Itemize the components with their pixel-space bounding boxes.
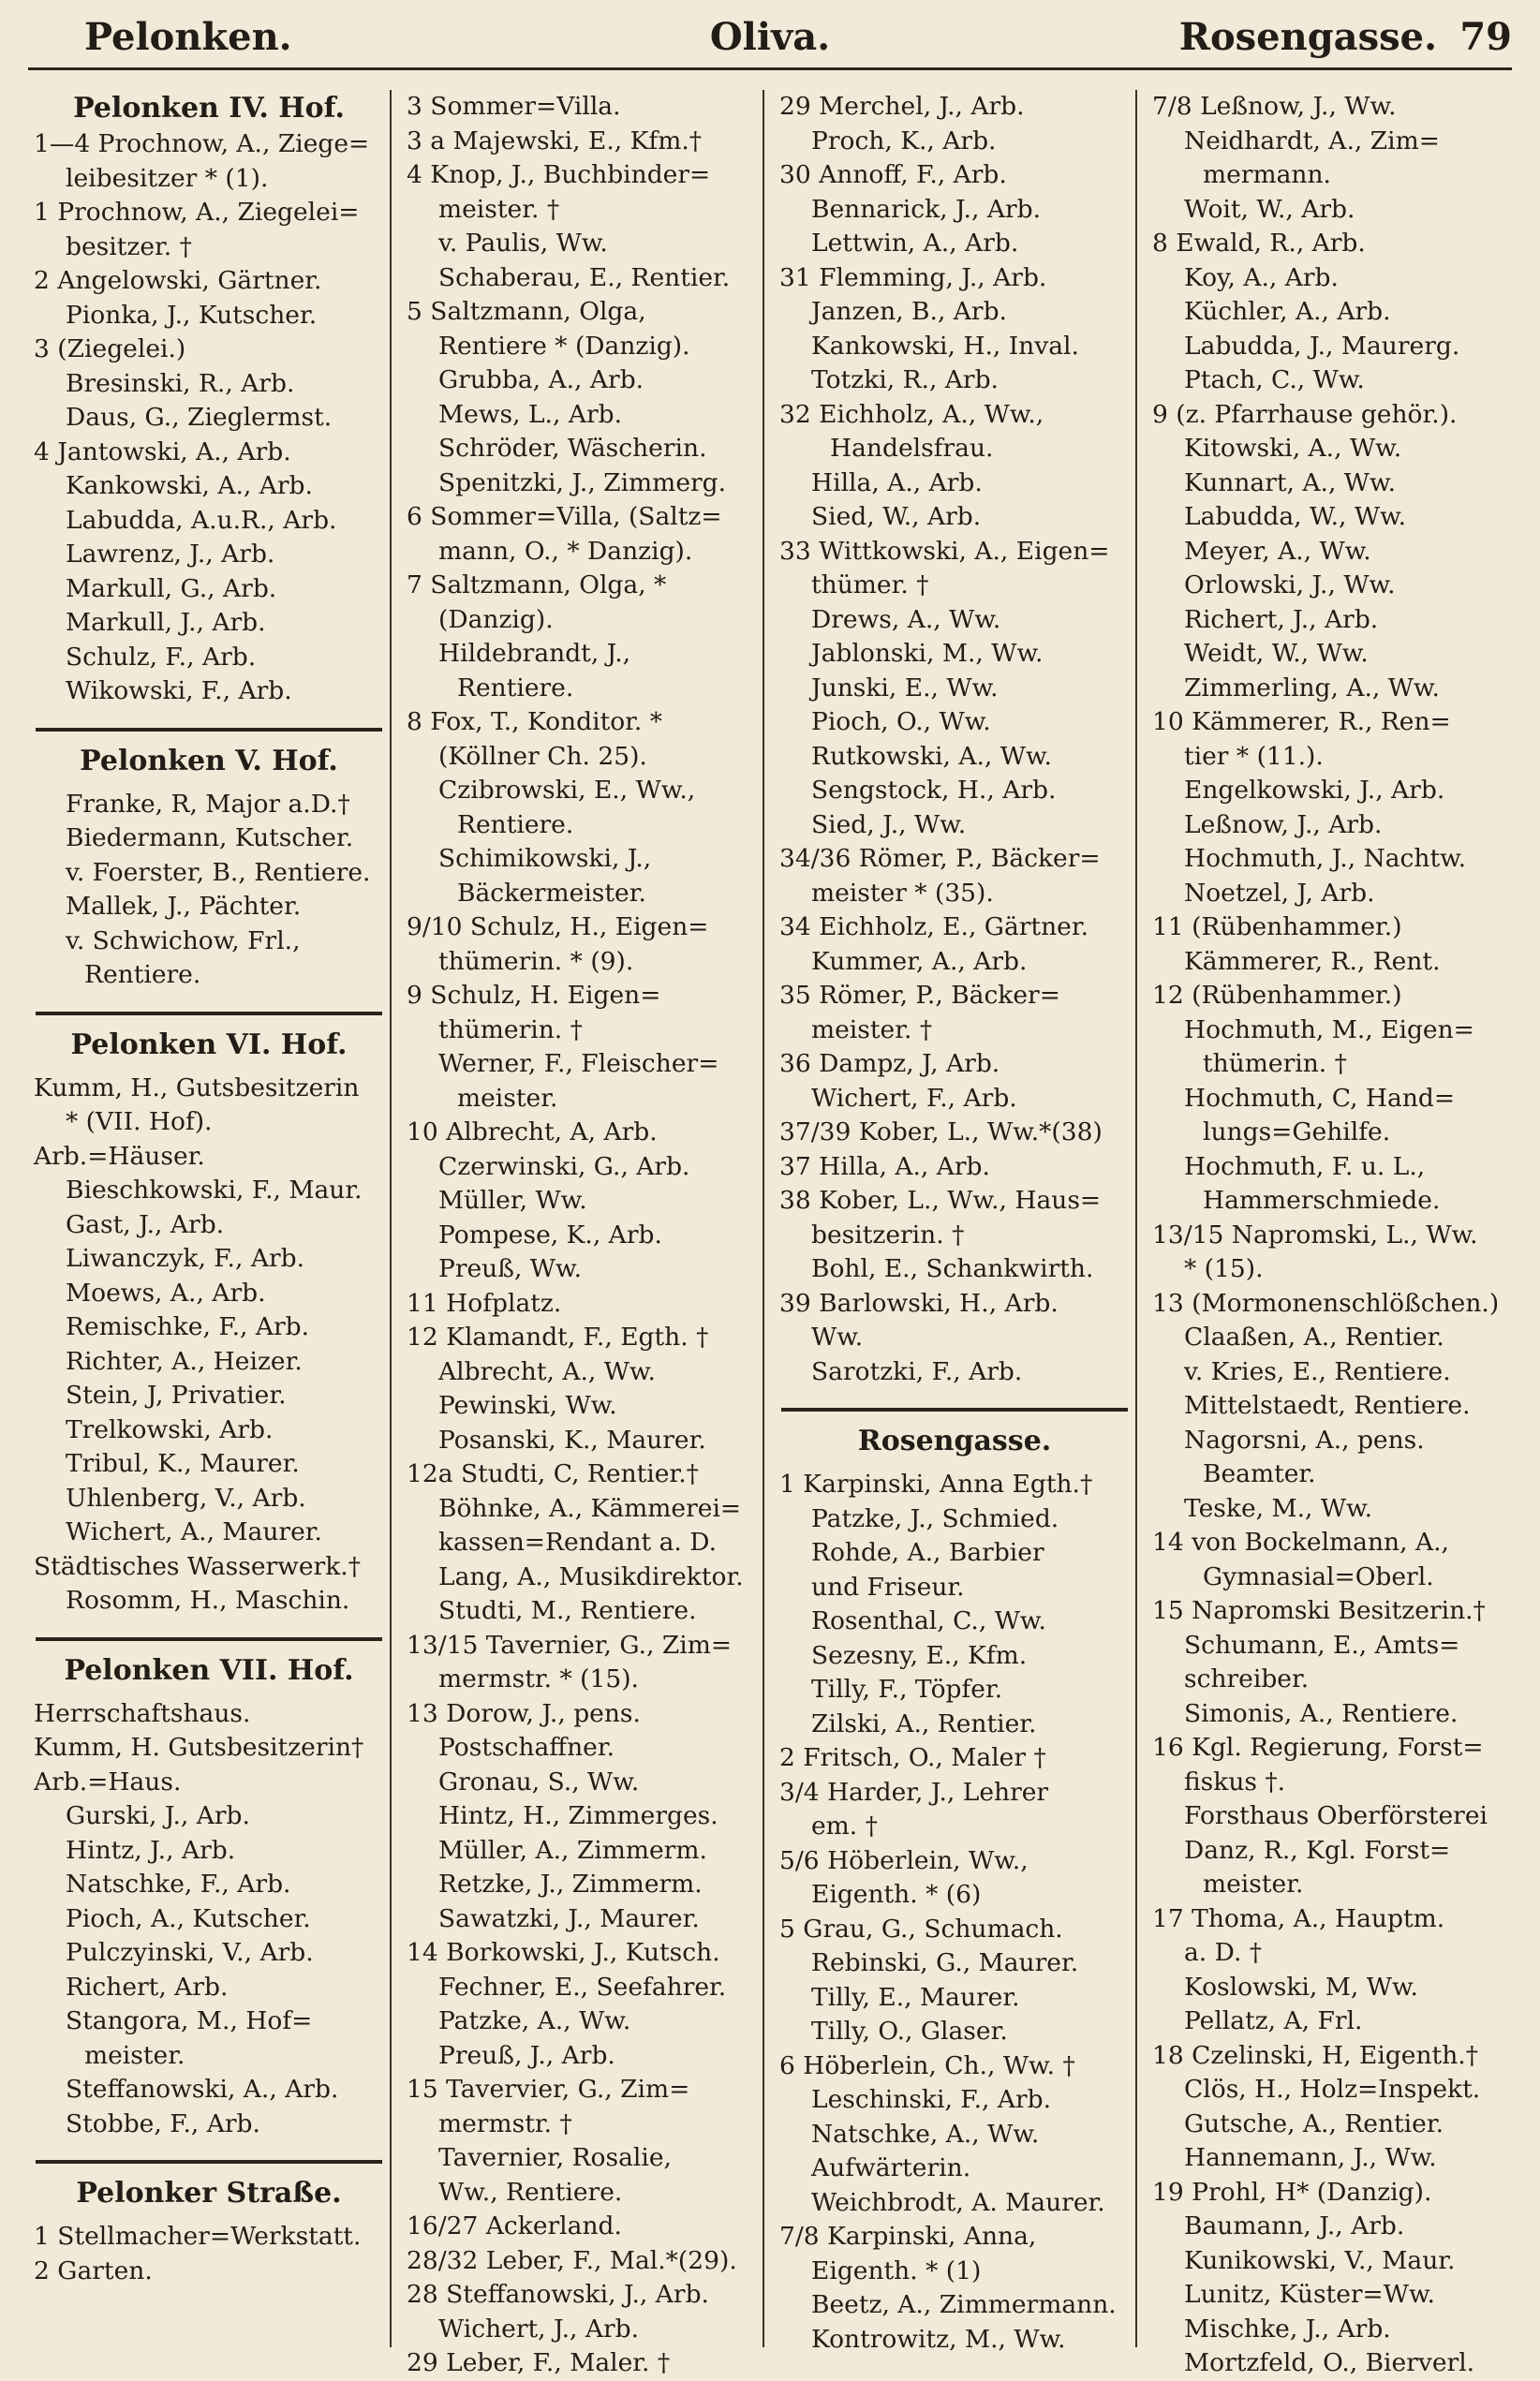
resident-entry: Gronau, S., Ww.: [438, 1767, 640, 1797]
resident-entry: Remischke, F., Arb.: [66, 1312, 310, 1341]
address-entry: 1 Stellmacher=Werkstatt.: [34, 2222, 362, 2251]
resident-entry: Steffanowski, A., Arb.: [66, 2075, 339, 2104]
resident-entry: Eigenth. * (1): [811, 2255, 982, 2285]
address-entry: 19 Prohl, H* (Danzig).: [1152, 2177, 1432, 2207]
section-heading: Pelonker Straße.: [76, 2177, 342, 2210]
address-entry: 13 Dorow, J., pens.: [407, 1698, 641, 1728]
resident-entry: Markull, J., Arb.: [66, 608, 266, 637]
resident-entry: Bresinski, R., Arb.: [66, 368, 295, 398]
resident-entry: Sied, W., Arb.: [811, 502, 982, 531]
column-3: [774, 90, 1137, 2354]
resident-entry: (Danzig).: [438, 604, 554, 634]
address-entry: Arb.=Haus.: [34, 1767, 182, 1797]
resident-entry: meister * (35).: [811, 878, 994, 908]
address-entry: 29 Merchel, J., Arb.: [779, 92, 1025, 121]
resident-entry: Pewinski, Ww.: [438, 1391, 617, 1420]
section-divider: [781, 1398, 1128, 1412]
resident-entry: Simonis, A., Rentiere.: [1184, 1698, 1459, 1728]
resident-entry: Stein, J, Privatier.: [66, 1381, 287, 1410]
address-entry: 5 Saltzmann, Olga,: [407, 297, 646, 326]
section-heading: Pelonken VII. Hof.: [64, 1653, 354, 1687]
resident-entry: Schumann, E., Amts=: [1184, 1630, 1460, 1660]
address-entry: 10 Albrecht, A, Arb.: [407, 1117, 658, 1146]
resident-entry: leibesitzer * (1).: [66, 163, 269, 193]
resident-entry: thümer. †: [811, 570, 929, 599]
resident-entry: Forsthaus Oberförsterei: [1184, 1801, 1488, 1830]
resident-entry: Pioch, A., Kutscher.: [66, 1903, 311, 1933]
resident-entry: Mortzfeld, O., Bierverl.: [1184, 2348, 1475, 2377]
address-entry: 4 Knop, J., Buchbinder=: [407, 160, 711, 189]
resident-entry: Jablonski, M., Ww.: [811, 639, 1044, 668]
resident-entry: Hochmuth, C, Hand=: [1184, 1083, 1456, 1113]
resident-entry: Stangora, M., Hof=: [66, 2006, 313, 2035]
resident-entry: Neidhardt, A., Zim=: [1184, 126, 1440, 155]
address-entry: 3 (Ziegelei.): [34, 334, 186, 363]
section-divider: [36, 1628, 382, 1641]
resident-entry: Tilly, E., Maurer.: [811, 1982, 1020, 2012]
resident-entry: Tilly, O., Glaser.: [811, 2017, 1008, 2046]
resident-entry: Hochmuth, J., Nachtw.: [1184, 844, 1467, 873]
resident-entry: Hannemann, J., Ww.: [1184, 2143, 1437, 2172]
address-entry: 3 Sommer=Villa.: [407, 92, 621, 121]
resident-entry: Lang, A., Musikdirektor.: [438, 1561, 744, 1591]
resident-entry: Sengstock, H., Arb.: [811, 776, 1057, 805]
address-entry: 16/27 Ackerland.: [407, 2211, 622, 2241]
section-divider: [36, 2151, 382, 2164]
address-entry: Kumm, H., Gutsbesitzerin: [34, 1072, 360, 1102]
address-entry: 15 Tavervier, G., Zim=: [407, 2075, 690, 2104]
address-entry: 16 Kgl. Regierung, Forst=: [1152, 1733, 1484, 1762]
resident-entry: Hintz, H., Zimmerges.: [438, 1801, 718, 1830]
address-entry: 37/39 Kober, L., Ww.*(38): [779, 1117, 1103, 1146]
resident-entry: Aufwärterin.: [811, 2153, 971, 2182]
address-entry: 11 (Rübenhammer.): [1152, 912, 1402, 941]
resident-entry: Kunnart, A., Ww.: [1184, 467, 1396, 497]
resident-entry: * (15).: [1184, 1254, 1264, 1283]
resident-entry: Hilla, A., Arb.: [811, 467, 983, 497]
address-entry: 38 Kober, L., Ww., Haus=: [779, 1186, 1102, 1215]
resident-entry: Gast, J., Arb.: [66, 1209, 225, 1239]
resident-entry: schreiber.: [1184, 1664, 1310, 1693]
column-4: [1147, 90, 1521, 2377]
resident-entry: Wichert, J., Arb.: [438, 2314, 640, 2344]
resident-entry: mermann.: [1203, 160, 1331, 189]
address-entry: 6 Sommer=Villa, (Saltz=: [407, 502, 722, 531]
resident-entry: Ww.: [811, 1323, 864, 1352]
column-2: [401, 90, 764, 2377]
resident-entry: lungs=Gehilfe.: [1203, 1117, 1391, 1146]
header-left-title: Pelonken.: [84, 15, 292, 59]
resident-entry: Daus, G., Zieglermst.: [66, 403, 333, 432]
resident-entry: Rohde, A., Barbier: [811, 1538, 1044, 1567]
resident-entry: fiskus †.: [1184, 1767, 1286, 1797]
resident-entry: Tilly, F., Töpfer.: [811, 1675, 1003, 1704]
resident-entry: Rentiere.: [457, 673, 574, 702]
resident-entry: Preuß, Ww.: [438, 1254, 582, 1283]
resident-entry: Gutsche, A., Rentier.: [1184, 2108, 1444, 2138]
address-entry: 12 (Rübenhammer.): [1152, 981, 1402, 1010]
resident-entry: Rosomm, H., Maschin.: [66, 1586, 350, 1615]
resident-entry: Orlowski, J., Ww.: [1184, 570, 1396, 599]
resident-entry: Sied, J., Ww.: [811, 809, 967, 839]
resident-entry: Moews, A., Arb.: [66, 1278, 266, 1308]
address-entry: 9/10 Schulz, H., Eigen=: [407, 912, 709, 941]
section-divider: [36, 1002, 382, 1015]
resident-entry: Eigenth. * (6): [811, 1880, 982, 1909]
address-entry: Städtisches Wasserwerk.†: [34, 1551, 361, 1581]
address-entry: 31 Flemming, J., Arb.: [779, 262, 1047, 292]
address-entry: 28/32 Leber, F., Mal.*(29).: [407, 2245, 737, 2275]
resident-entry: Czibrowski, E., Ww.,: [438, 776, 696, 805]
address-entry: 30 Annoff, F., Arb.: [779, 160, 1007, 189]
resident-entry: mermstr. †: [438, 2108, 572, 2138]
address-entry: 15 Napromski Besitzerin.†: [1152, 1596, 1486, 1625]
resident-entry: thümerin. †: [438, 1014, 583, 1044]
resident-entry: Hochmuth, M., Eigen=: [1184, 1014, 1474, 1044]
resident-entry: Tavernier, Rosalie,: [438, 2143, 672, 2172]
resident-entry: Franke, R, Major a.D.†: [66, 789, 350, 819]
resident-entry: Meyer, A., Ww.: [1184, 536, 1371, 566]
resident-entry: Claaßen, A., Rentier.: [1184, 1323, 1444, 1352]
address-entry: 2 Fritsch, O., Maler †: [779, 1743, 1046, 1772]
address-entry: 8 Fox, T., Konditor. *: [407, 707, 663, 736]
resident-entry: Pioch, O., Ww.: [811, 707, 991, 736]
address-entry: 9 Schulz, H. Eigen=: [407, 981, 661, 1010]
resident-entry: Bäckermeister.: [457, 878, 646, 908]
resident-entry: Natschke, A., Ww.: [811, 2119, 1040, 2149]
resident-entry: Mews, L., Arb.: [438, 399, 623, 429]
resident-entry: Uhlenberg, V., Arb.: [66, 1483, 306, 1513]
resident-entry: Labudda, A.u.R., Arb.: [66, 505, 337, 535]
resident-entry: Baumann, J., Arb.: [1184, 2211, 1405, 2241]
page-number: 79: [1459, 15, 1512, 59]
resident-entry: em. †: [811, 1812, 878, 1841]
resident-entry: besitzer. †: [66, 231, 192, 261]
resident-entry: Schimikowski, J.,: [438, 844, 652, 873]
resident-entry: Gurski, J., Arb.: [66, 1801, 250, 1830]
resident-entry: Beamter.: [1203, 1459, 1316, 1488]
resident-entry: Gymnasial=Oberl.: [1203, 1561, 1434, 1591]
resident-entry: Trelkowski, Arb.: [66, 1414, 274, 1444]
resident-entry: Wikowski, F., Arb.: [66, 676, 292, 705]
resident-entry: Spenitzki, J., Zimmerg.: [438, 467, 727, 497]
resident-entry: Weidt, W., Ww.: [1184, 639, 1369, 668]
resident-entry: v. Paulis, Ww.: [438, 229, 608, 258]
address-entry: 37 Hilla, A., Arb.: [779, 1151, 990, 1181]
resident-entry: Böhnke, A., Kämmerei=: [438, 1493, 742, 1523]
resident-entry: Labudda, J., Maurerg.: [1184, 331, 1460, 361]
address-entry: 2 Garten.: [34, 2255, 153, 2285]
address-entry: 29 Leber, F., Maler. †: [407, 2348, 671, 2377]
resident-entry: Kankowski, A., Arb.: [66, 471, 313, 500]
header-right-title: Rosengasse.: [1178, 15, 1437, 59]
resident-entry: Kunikowski, V., Maur.: [1184, 2245, 1456, 2275]
resident-entry: thümerin. †: [1203, 1049, 1347, 1078]
address-entry: 10 Kämmerer, R., Ren=: [1152, 707, 1451, 736]
address-entry: 5/6 Höberlein, Ww.,: [779, 1845, 1029, 1875]
address-entry: 8 Ewald, R., Arb.: [1152, 229, 1366, 258]
address-entry: 13/15 Tavernier, G., Zim=: [407, 1630, 733, 1660]
resident-entry: Patzke, A., Ww.: [438, 2006, 631, 2035]
resident-entry: Pellatz, A, Frl.: [1184, 2006, 1363, 2035]
resident-entry: Clös, H., Holz=Inspekt.: [1184, 2075, 1481, 2104]
header-center-title: Oliva.: [709, 15, 831, 59]
resident-entry: Koslowski, M, Ww.: [1184, 1972, 1418, 2002]
resident-entry: besitzerin. †: [811, 1220, 965, 1250]
address-entry: Kumm, H. Gutsbesitzerin†: [34, 1733, 364, 1762]
resident-entry: Beetz, A., Zimmermann.: [811, 2290, 1117, 2319]
resident-entry: Sarotzki, F., Arb.: [811, 1356, 1023, 1386]
resident-entry: Lettwin, A., Arb.: [811, 229, 1019, 258]
resident-entry: Leßnow, J., Arb.: [1184, 809, 1383, 839]
section-heading: Rosengasse.: [857, 1425, 1052, 1457]
address-entry: 1 Prochnow, A., Ziegelei=: [34, 198, 360, 227]
resident-entry: meister.: [1203, 1870, 1304, 1899]
resident-entry: thümerin. * (9).: [438, 946, 634, 976]
resident-entry: kassen=Rendant a. D.: [438, 1528, 717, 1557]
resident-entry: Pompese, K., Arb.: [438, 1220, 662, 1250]
address-entry: 2 Angelowski, Gärtner.: [34, 266, 322, 295]
address-entry: 3/4 Harder, J., Lehrer: [779, 1777, 1049, 1807]
resident-entry: Kitowski, A., Ww.: [1184, 434, 1402, 463]
resident-entry: mermstr. * (15).: [438, 1664, 639, 1693]
address-entry: 14 von Bockelmann, A.,: [1152, 1528, 1449, 1557]
resident-entry: Janzen, B., Arb.: [811, 297, 1007, 326]
resident-entry: Retzke, J., Zimmerm.: [438, 1870, 703, 1899]
resident-entry: Handelsfrau.: [830, 434, 994, 463]
address-entry: 13 (Mormonenschlößchen.): [1152, 1288, 1500, 1318]
resident-entry: Schaberau, E., Rentier.: [438, 262, 731, 292]
resident-entry: Tribul, K., Maurer.: [66, 1449, 300, 1478]
resident-entry: Zimmerling, A., Ww.: [1184, 673, 1440, 702]
address-entry: 1—4 Prochnow, A., Ziege=: [34, 129, 370, 158]
resident-entry: Rebinski, G., Maurer.: [811, 1948, 1079, 1977]
resident-entry: Hildebrandt, J.,: [438, 639, 631, 668]
resident-entry: Wichert, F., Arb.: [811, 1083, 1017, 1113]
section-divider: [36, 718, 382, 732]
resident-entry: Bieschkowski, F., Maur.: [66, 1176, 363, 1205]
address-entry: 12 Klamandt, F., Egth. †: [407, 1323, 709, 1352]
resident-entry: Bennarick, J., Arb.: [811, 194, 1042, 224]
resident-entry: und Friseur.: [811, 1572, 965, 1602]
resident-entry: Mallek, J., Pächter.: [66, 892, 302, 921]
address-entry: 4 Jantowski, A., Arb.: [34, 436, 291, 466]
resident-entry: meister. †: [811, 1014, 933, 1044]
resident-entry: Teske, M., Ww.: [1184, 1493, 1373, 1523]
resident-entry: Albrecht, A., Ww.: [438, 1356, 656, 1386]
resident-entry: Posanski, K., Maurer.: [438, 1425, 706, 1455]
resident-entry: Richter, A., Heizer.: [66, 1346, 303, 1376]
resident-entry: Koy, A., Arb.: [1184, 262, 1339, 292]
resident-entry: Czerwinski, G., Arb.: [438, 1151, 690, 1181]
resident-entry: Sezesny, E., Kfm.: [811, 1640, 1028, 1670]
section-heading: Pelonken V. Hof.: [80, 744, 338, 777]
address-entry: 18 Czelinski, H, Eigenth.†: [1152, 2040, 1478, 2070]
resident-entry: Hintz, J., Arb.: [66, 1835, 236, 1865]
resident-entry: v. Kries, E., Rentiere.: [1184, 1356, 1451, 1386]
resident-entry: Natschke, F., Arb.: [66, 1870, 291, 1899]
resident-entry: meister.: [457, 1083, 558, 1113]
address-entry: 34 Eichholz, E., Gärtner.: [779, 912, 1089, 941]
resident-entry: Schröder, Wäscherin.: [438, 434, 707, 463]
address-entry: 36 Dampz, J, Arb.: [779, 1049, 1000, 1078]
resident-entry: mann, O., * Danzig).: [438, 536, 693, 566]
resident-entry: Wichert, A., Maurer.: [66, 1517, 322, 1546]
resident-entry: Drews, A., Ww.: [811, 604, 1001, 634]
resident-entry: Hochmuth, F. u. L.,: [1184, 1151, 1426, 1181]
address-entry: 5 Grau, G., Schumach.: [779, 1914, 1063, 1944]
resident-entry: Danz, R., Kgl. Forst=: [1184, 1835, 1451, 1865]
resident-entry: a. D. †: [1184, 1938, 1263, 1967]
address-entry: 6 Höberlein, Ch., Ww. †: [779, 2050, 1075, 2080]
resident-entry: Müller, A., Zimmerm.: [438, 1835, 707, 1865]
resident-entry: Studti, M., Rentiere.: [438, 1596, 697, 1625]
address-entry: 3 a Majewski, E., Kfm.†: [407, 126, 703, 155]
resident-entry: Müller, Ww.: [438, 1186, 587, 1215]
resident-entry: Küchler, A., Arb.: [1184, 297, 1391, 326]
resident-entry: Sawatzki, J., Maurer.: [438, 1903, 700, 1933]
resident-entry: Kummer, A., Arb.: [811, 946, 1028, 976]
address-entry: 33 Wittkowski, A., Eigen=: [779, 536, 1110, 566]
resident-entry: Labudda, W., Ww.: [1184, 502, 1407, 531]
resident-entry: Ww., Rentiere.: [438, 2177, 623, 2207]
resident-entry: Schulz, F., Arb.: [66, 642, 257, 672]
resident-entry: Preuß, J., Arb.: [438, 2040, 615, 2070]
resident-entry: Rentiere.: [84, 960, 201, 989]
address-entry: Arb.=Häuser.: [34, 1141, 205, 1171]
resident-entry: meister.: [84, 2040, 185, 2070]
resident-entry: v. Schwichow, Frl.,: [66, 925, 301, 955]
resident-entry: Markull, G., Arb.: [66, 573, 277, 603]
resident-entry: Totzki, R., Arb.: [811, 365, 999, 394]
resident-entry: Engelkowski, J., Arb.: [1184, 776, 1445, 805]
resident-entry: Richert, J., Arb.: [1184, 604, 1379, 634]
resident-entry: Lawrenz, J., Arb.: [66, 540, 275, 569]
resident-entry: Rentiere.: [457, 809, 574, 839]
resident-entry: (Köllner Ch. 25).: [438, 741, 647, 771]
address-entry: 11 Hofplatz.: [407, 1288, 562, 1318]
address-entry: 7/8 Leßnow, J., Ww.: [1152, 92, 1397, 121]
address-entry: 32 Eichholz, A., Ww.,: [779, 399, 1044, 429]
page-header: [28, 9, 1512, 70]
resident-entry: Werner, F., Fleischer=: [438, 1049, 719, 1078]
resident-entry: Mischke, J., Arb.: [1184, 2314, 1391, 2344]
resident-entry: Noetzel, J, Arb.: [1184, 878, 1375, 908]
resident-entry: Pulczyinski, V., Arb.: [66, 1938, 314, 1967]
resident-entry: Proch, K., Arb.: [811, 126, 997, 155]
resident-entry: Junski, E., Ww.: [811, 673, 999, 702]
resident-entry: Mittelstaedt, Rentiere.: [1184, 1391, 1471, 1420]
resident-entry: v. Foerster, B., Rentiere.: [66, 857, 371, 887]
resident-entry: Weichbrodt, A. Maurer.: [811, 2187, 1105, 2217]
resident-entry: Woit, W., Arb.: [1184, 194, 1355, 224]
address-entry: 7 Saltzmann, Olga, *: [407, 570, 667, 599]
address-entry: 28 Steffanowski, J., Arb.: [407, 2280, 709, 2309]
resident-entry: Ptach, C., Ww.: [1184, 365, 1365, 394]
resident-entry: Hammerschmiede.: [1203, 1186, 1441, 1215]
resident-entry: Kankowski, H., Inval.: [811, 331, 1079, 361]
resident-entry: Pionka, J., Kutscher.: [66, 300, 318, 330]
resident-entry: Postschaffner.: [438, 1733, 615, 1762]
resident-entry: Leschinski, F., Arb.: [811, 2085, 1052, 2114]
section-heading: Pelonken IV. Hof.: [73, 92, 345, 125]
resident-entry: Rentiere * (Danzig).: [438, 331, 690, 361]
resident-entry: Kontrowitz, M., Ww.: [811, 2324, 1066, 2354]
address-entry: 9 (z. Pfarrhause gehör.).: [1152, 399, 1458, 429]
resident-entry: tier * (11.).: [1184, 741, 1324, 771]
address-entry: 14 Borkowski, J., Kutsch.: [407, 1938, 720, 1967]
address-entry: 13/15 Napromski, L., Ww.: [1152, 1220, 1478, 1250]
address-entry: 7/8 Karpinski, Anna,: [779, 2222, 1037, 2251]
section-heading: Pelonken VI. Hof.: [70, 1028, 348, 1061]
resident-entry: Rutkowski, A., Ww.: [811, 741, 1052, 771]
resident-entry: Nagorsni, A., pens.: [1184, 1425, 1425, 1455]
resident-entry: Liwanczyk, F., Arb.: [66, 1244, 305, 1273]
resident-entry: Zilski, A., Rentier.: [811, 1708, 1037, 1738]
resident-entry: Lunitz, Küster=Ww.: [1184, 2280, 1435, 2309]
resident-entry: Rosenthal, C., Ww.: [811, 1606, 1046, 1635]
address-entry: 39 Barlowski, H., Arb.: [779, 1288, 1059, 1318]
resident-entry: Biedermann, Kutscher.: [66, 823, 354, 852]
resident-entry: Patzke, J., Schmied.: [811, 1503, 1059, 1533]
address-entry: Herrschaftshaus.: [34, 1698, 251, 1728]
resident-entry: Stobbe, F., Arb.: [66, 2108, 260, 2138]
column-1: [28, 90, 392, 2347]
address-entry: 12a Studti, C, Rentier.†: [407, 1459, 699, 1488]
resident-entry: Grubba, A., Arb.: [438, 365, 644, 394]
resident-entry: Bohl, E., Schankwirth.: [811, 1254, 1094, 1283]
address-entry: 35 Römer, P., Bäcker=: [779, 981, 1060, 1010]
resident-entry: Richert, Arb.: [66, 1972, 229, 2002]
address-entry: 34/36 Römer, P., Bäcker=: [779, 844, 1101, 873]
address-entry: 17 Thoma, A., Hauptm.: [1152, 1903, 1445, 1933]
resident-entry: meister. †: [438, 194, 560, 224]
resident-entry: Kämmerer, R., Rent.: [1184, 946, 1441, 976]
resident-entry: * (VII. Hof).: [66, 1107, 213, 1136]
resident-entry: Fechner, E., Seefahrer.: [438, 1972, 727, 2002]
address-entry: 1 Karpinski, Anna Egth.†: [779, 1470, 1093, 1499]
